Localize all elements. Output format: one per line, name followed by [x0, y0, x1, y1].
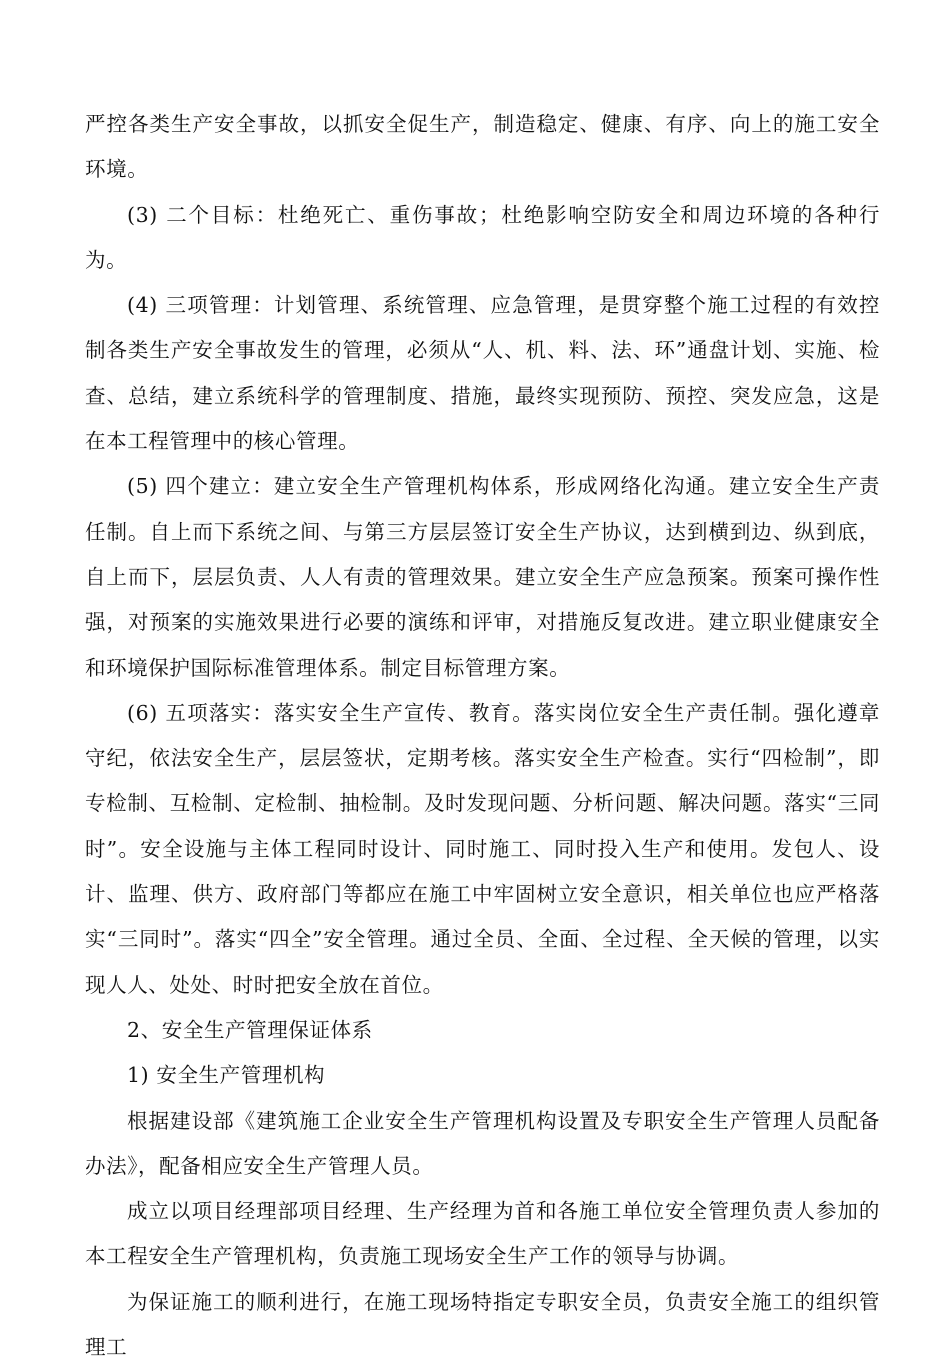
section-heading: 2、安全生产管理保证体系 [127, 1017, 373, 1042]
paragraph-5: (6) 五项落实：落实安全生产宣传、教育。落实岗位安全生产责任制。强化遵章守纪，依法安全生产，层层签状，定期考核。落实安全生产检查。实行“四检制”，即专检制、互检制、定检制、抽检制。及时发现问题、分析问题、解决问题。落实“三同时”。安全设施与主体工程同时设计、同时施工、同时投入生产和使用。发包人、设计、监理、供方、政府部门等都应在施工中牢固树立安全意识，相关单位也应严格落实“三同时”。落实“四全”安全管理。通过全员、全面、全过程、全天候的管理，以实现人人、处处、时时把安全放在首位。 [85, 700, 880, 997]
document-body [85, 102, 880, 1370]
paragraph-2: (3) 二个目标：杜绝死亡、重伤事故；杜绝影响空防安全和周边环境的各种行为。 [85, 202, 880, 272]
subsection-heading: 1) 安全生产管理机构 [127, 1063, 326, 1088]
paragraph-9: 成立以项目经理部项目经理、生产经理为首和各施工单位安全管理负责人参加的本工程安全生产管理机构，负责施工现场安全生产工作的领导与协调。 [85, 1199, 880, 1269]
paragraph-10: 为保证施工的顺利进行，在施工现场特指定专职安全员，负责安全施工的组织管理工 [85, 1289, 880, 1360]
paragraph-1: 严控各类生产安全事故，以抓安全促生产，制造稳定、健康、有序、向上的施工安全环境。 [85, 112, 880, 182]
paragraph-8: 根据建设部《建筑施工企业安全生产管理机构设置及专职安全生产管理人员配备办法》，配备相应安全生产管理人员。 [85, 1108, 880, 1178]
paragraph-3: (4) 三项管理：计划管理、系统管理、应急管理，是贯穿整个施工过程的有效控制各类生产安全事故发生的管理，必须从“人、机、料、法、环”通盘计划、实施、检查、总结，建立系统科学的管理制度、措施，最终实现预防、预控、突发应急，这是在本工程管理中的核心管理。 [85, 293, 880, 454]
paragraph-4: (5) 四个建立：建立安全生产管理机构体系，形成网络化沟通。建立安全生产责任制。自上而下系统之间、与第三方层层签订安全生产协议，达到横到边、纵到底，自上而下，层层负责、人人有责的管理效果。建立安全生产应急预案。预案可操作性强，对预案的实施效果进行必要的演练和评审，对措施反复改进。建立职业健康安全和环境保护国际标准管理体系。制定目标管理方案。 [85, 474, 880, 680]
